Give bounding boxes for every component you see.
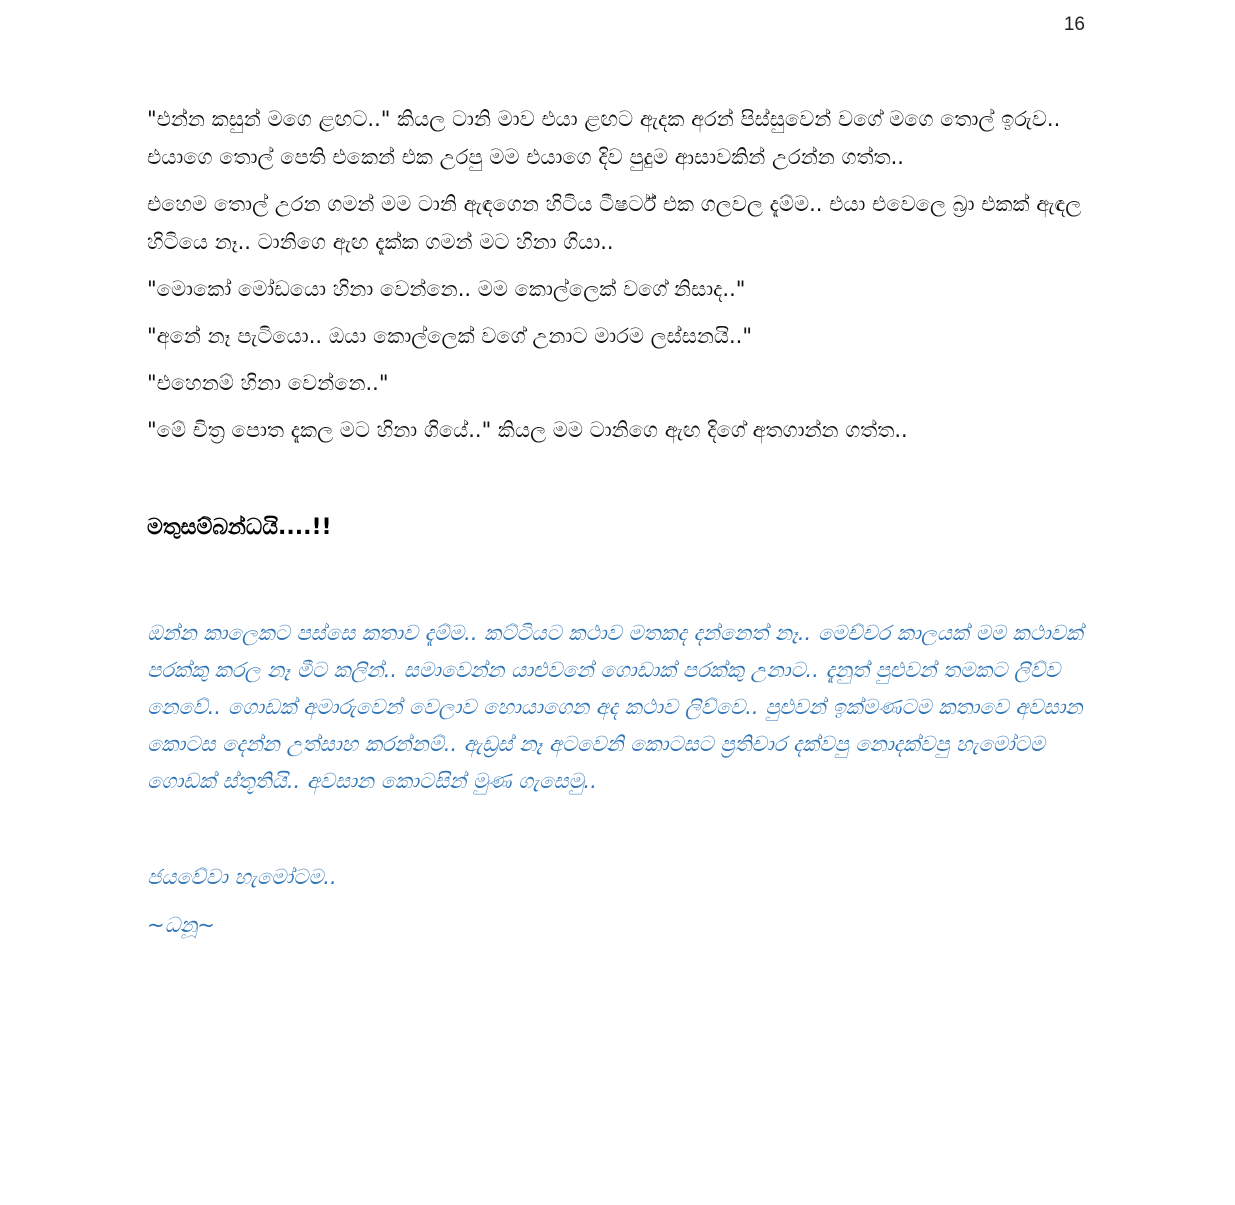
story-content [147, 100, 1092, 944]
story-paragraph: "එන්න කසුන් මගෙ ළඟට.." කියල ටානි මාව එයා ළඟට ඇදක අරන් පිස්සුවෙන් වගේ මගෙ තොල් ඉරුව.. එයාගෙ තොල් පෙති එකෙන් එක උරපු මම එයාගෙ දිව පුදුම ආසාවකින් උරන්න ගත්ත.. [147, 107, 1061, 169]
dialogue-line: "එහෙනම් හිනා වෙන්නෙ.." [147, 371, 389, 395]
closing-greeting: ජයවේවා හැමෝටම.. [147, 865, 337, 889]
to-be-continued-heading: මතුසම්බන්ධයි....!! [147, 515, 332, 540]
author-note-text: ඔන්න කාලෙකට පස්සෙ කතාව දැම්ම.. කට්ටියට කථාව මතකද දන්නෙත් නෑ.. මෙච්චර කාලයක් මම කථාවක් පරක්කු කරල නෑ මීට කලින්.. සමාවෙන්න යාළුවනේ ගොඩාක් පරක්කු උනාට.. දැනුත් පුළුවන් තමකට ලිව්ව නෙවේ.. ගොඩක් අමාරුවෙන් වෙලාව හොයාගෙන අද කථාව ලිව්වෙ.. පුළුවන් ඉක්මණටම කතාවෙ අවසාන කොටස දෙන්න උත්සාහ කරන්නම්.. ඇඩ්‍රස් නෑ අටවෙනි කොටසට ප්‍රතිචාර දක්වපු නොදක්වපු හැමෝටම ගොඩක් ස්තූතියි.. අවසාන කොටසින් මුණ ගැසෙමු.. [147, 621, 1083, 793]
author-signature: ~ධනූ~ [147, 913, 215, 937]
page-number: 16 [1063, 14, 1085, 35]
author-note [147, 615, 1092, 800]
dialogue-line: "අනේ නෑ පැටියො.. ඔයා කොල්ලෙක් වගේ උනාට මාරම ලස්සනයි.." [147, 324, 752, 348]
story-paragraph: "මේ චිත්‍ර පොත දැකල මට හිනා ගියේ.." කියල මම ටානිගෙ ඇඟ දිගේ අතගාන්න ගත්ත.. [147, 418, 908, 442]
dialogue-line: "මොකෝ මෝඩයො හිනා වෙන්නෙ.. මම කොල්ලෙක් වගේ නිසාද.." [147, 277, 746, 301]
story-paragraph: එහෙම තොල් උරන ගමන් මම ටානි ඇඳගෙන හිටිය ටීෂර්ට් එක ගලවල දැම්ම.. එයා එවෙලෙ බ්‍රා එකක් ඇඳල හිටියෙ නෑ.. ටානිගෙ ඇඟ දැක්ක ගමන් මට හිනා ගියා.. [147, 192, 1082, 254]
